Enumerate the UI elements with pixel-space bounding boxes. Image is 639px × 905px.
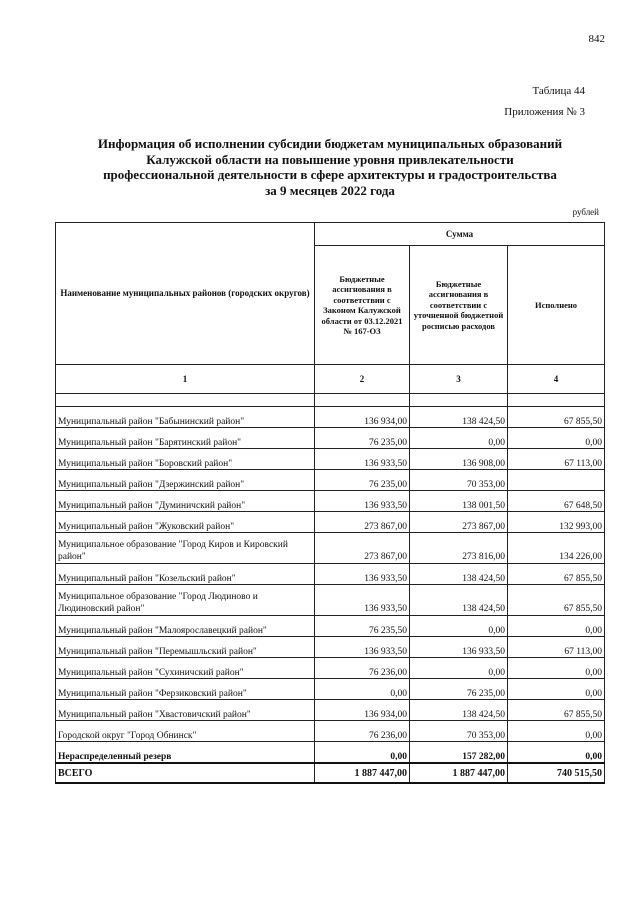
law-allocation-cell: 136 934,00 (315, 407, 410, 428)
law-allocation-cell: 0,00 (315, 679, 410, 700)
refined-allocation-cell: 0,00 (410, 658, 508, 679)
law-allocation-cell: 76 236,00 (315, 658, 410, 679)
appendix-label: Приложения № 3 (504, 106, 585, 118)
executed-cell: 67 113,00 (508, 637, 605, 658)
executed-cell: 67 855,50 (508, 407, 605, 428)
district-name-cell: Муниципальное образование "Город Киров и Кировский район" (56, 533, 315, 564)
document-title (40, 136, 620, 198)
executed-cell: 67 855,50 (508, 700, 605, 721)
header-law-allocations: Бюджетные ассигнования в соответствии с Законом Калужской области от 03.12.2021 № 167-ОЗ (315, 246, 410, 365)
law-allocation-cell: 136 933,50 (315, 585, 410, 616)
table-row (56, 533, 605, 564)
district-name-cell: Муниципальный район "Дзержинский район" (56, 470, 315, 491)
law-allocation-cell: 136 934,00 (315, 700, 410, 721)
table-row (56, 679, 605, 700)
district-name-cell: Муниципальный район "Хвастовичский район" (56, 700, 315, 721)
district-name-cell: Муниципальный район "Жуковский район" (56, 512, 315, 533)
law-allocation-cell: 136 933,50 (315, 637, 410, 658)
subsidy-table (55, 222, 605, 784)
executed-cell: 67 855,50 (508, 585, 605, 616)
district-name-cell: Муниципальный район "Сухиничский район" (56, 658, 315, 679)
executed-cell: 132 993,00 (508, 512, 605, 533)
refined-allocation-cell: 70 353,00 (410, 470, 508, 491)
header-refined-allocations: Бюджетные ассигнования в соответствии с уточненной бюджетной росписью расходов (410, 246, 508, 365)
refined-allocation-cell: 136 908,00 (410, 449, 508, 470)
executed-cell: 0,00 (508, 658, 605, 679)
title-line: профессиональной деятельности в сфере архитектуры и градостроительства (103, 167, 557, 182)
district-name-cell: ВСЕГО (56, 763, 315, 783)
district-name-cell: Нераспределенный резерв (56, 742, 315, 764)
law-allocation-cell: 76 235,00 (315, 428, 410, 449)
title-line: за 9 месяцев 2022 года (265, 182, 395, 198)
table-row (56, 470, 605, 491)
refined-allocation-cell: 138 424,50 (410, 564, 508, 585)
executed-cell: 67 648,50 (508, 491, 605, 512)
column-number: 1 (56, 365, 315, 394)
refined-allocation-cell: 0,00 (410, 616, 508, 637)
table-row (56, 428, 605, 449)
header-sum: Сумма (315, 223, 605, 246)
table-row (56, 721, 605, 742)
title-line: Калужской области на повышение уровня привлекательности (146, 151, 514, 167)
executed-cell: 67 113,00 (508, 449, 605, 470)
refined-allocation-cell: 76 235,00 (410, 679, 508, 700)
executed-cell: 134 226,00 (508, 533, 605, 564)
table-row (56, 564, 605, 585)
table-row (56, 449, 605, 470)
table-row (56, 637, 605, 658)
refined-allocation-cell: 138 424,50 (410, 407, 508, 428)
table-row (56, 658, 605, 679)
total-row (56, 763, 605, 783)
law-allocation-cell: 136 933,50 (315, 491, 410, 512)
executed-cell: 67 855,50 (508, 564, 605, 585)
table-row (56, 700, 605, 721)
refined-allocation-cell: 136 933,50 (410, 637, 508, 658)
district-name-cell: Муниципальный район "Думиничский район" (56, 491, 315, 512)
table-row (56, 512, 605, 533)
law-allocation-cell: 136 933,50 (315, 449, 410, 470)
column-number: 2 (315, 365, 410, 394)
refined-allocation-cell: 157 282,00 (410, 742, 508, 764)
executed-cell: 0,00 (508, 428, 605, 449)
law-allocation-cell: 76 236,00 (315, 721, 410, 742)
district-name-cell: Муниципальный район "Барятинский район" (56, 428, 315, 449)
district-name-cell: Городской округ "Город Обнинск" (56, 721, 315, 742)
executed-cell: 0,00 (508, 679, 605, 700)
district-name-cell: Муниципальный район "Боровский район" (56, 449, 315, 470)
law-allocation-cell: 76 235,50 (315, 616, 410, 637)
executed-cell: 0,00 (508, 616, 605, 637)
law-allocation-cell: 1 887 447,00 (315, 763, 410, 783)
spacer-row (56, 394, 605, 407)
law-allocation-cell: 0,00 (315, 742, 410, 764)
title-line: Информация об исполнении субсидии бюджетам муниципальных образований (97, 136, 563, 151)
law-allocation-cell: 136 933,50 (315, 564, 410, 585)
column-number: 3 (410, 365, 508, 394)
district-name-cell: Муниципальное образование "Город Людиново и Людиновский район" (56, 585, 315, 616)
refined-allocation-cell: 70 353,00 (410, 721, 508, 742)
refined-allocation-cell: 1 887 447,00 (410, 763, 508, 783)
page-number: 842 (588, 33, 605, 45)
refined-allocation-cell: 273 816,00 (410, 533, 508, 564)
table-row (56, 616, 605, 637)
table-number-label: Таблица 44 (532, 85, 585, 97)
executed-cell (508, 470, 605, 491)
district-name-cell: Муниципальный район "Ферзиковский район" (56, 679, 315, 700)
refined-allocation-cell: 138 424,50 (410, 585, 508, 616)
district-name-cell: Муниципальный район "Перемышльский район" (56, 637, 315, 658)
header-executed: Исполнено (508, 246, 605, 365)
table-row (56, 491, 605, 512)
executed-cell: 740 515,50 (508, 763, 605, 783)
refined-allocation-cell: 0,00 (410, 428, 508, 449)
law-allocation-cell: 76 235,00 (315, 470, 410, 491)
table-row (56, 407, 605, 428)
law-allocation-cell: 273 867,00 (315, 533, 410, 564)
refined-allocation-cell: 138 424,50 (410, 700, 508, 721)
header-name: Наименование муниципальных районов (городских округов) (56, 223, 315, 365)
column-number: 4 (508, 365, 605, 394)
district-name-cell: Муниципальный район "Козельский район" (56, 564, 315, 585)
executed-cell: 0,00 (508, 742, 605, 764)
executed-cell: 0,00 (508, 721, 605, 742)
district-name-cell: Муниципальный район "Малоярославецкий район" (56, 616, 315, 637)
refined-allocation-cell: 138 001,50 (410, 491, 508, 512)
refined-allocation-cell: 273 867,00 (410, 512, 508, 533)
table-row (56, 585, 605, 616)
district-name-cell: Муниципальный район "Бабынинский район" (56, 407, 315, 428)
currency-units: рублей (572, 207, 599, 217)
law-allocation-cell: 273 867,00 (315, 512, 410, 533)
reserve-row (56, 742, 605, 764)
